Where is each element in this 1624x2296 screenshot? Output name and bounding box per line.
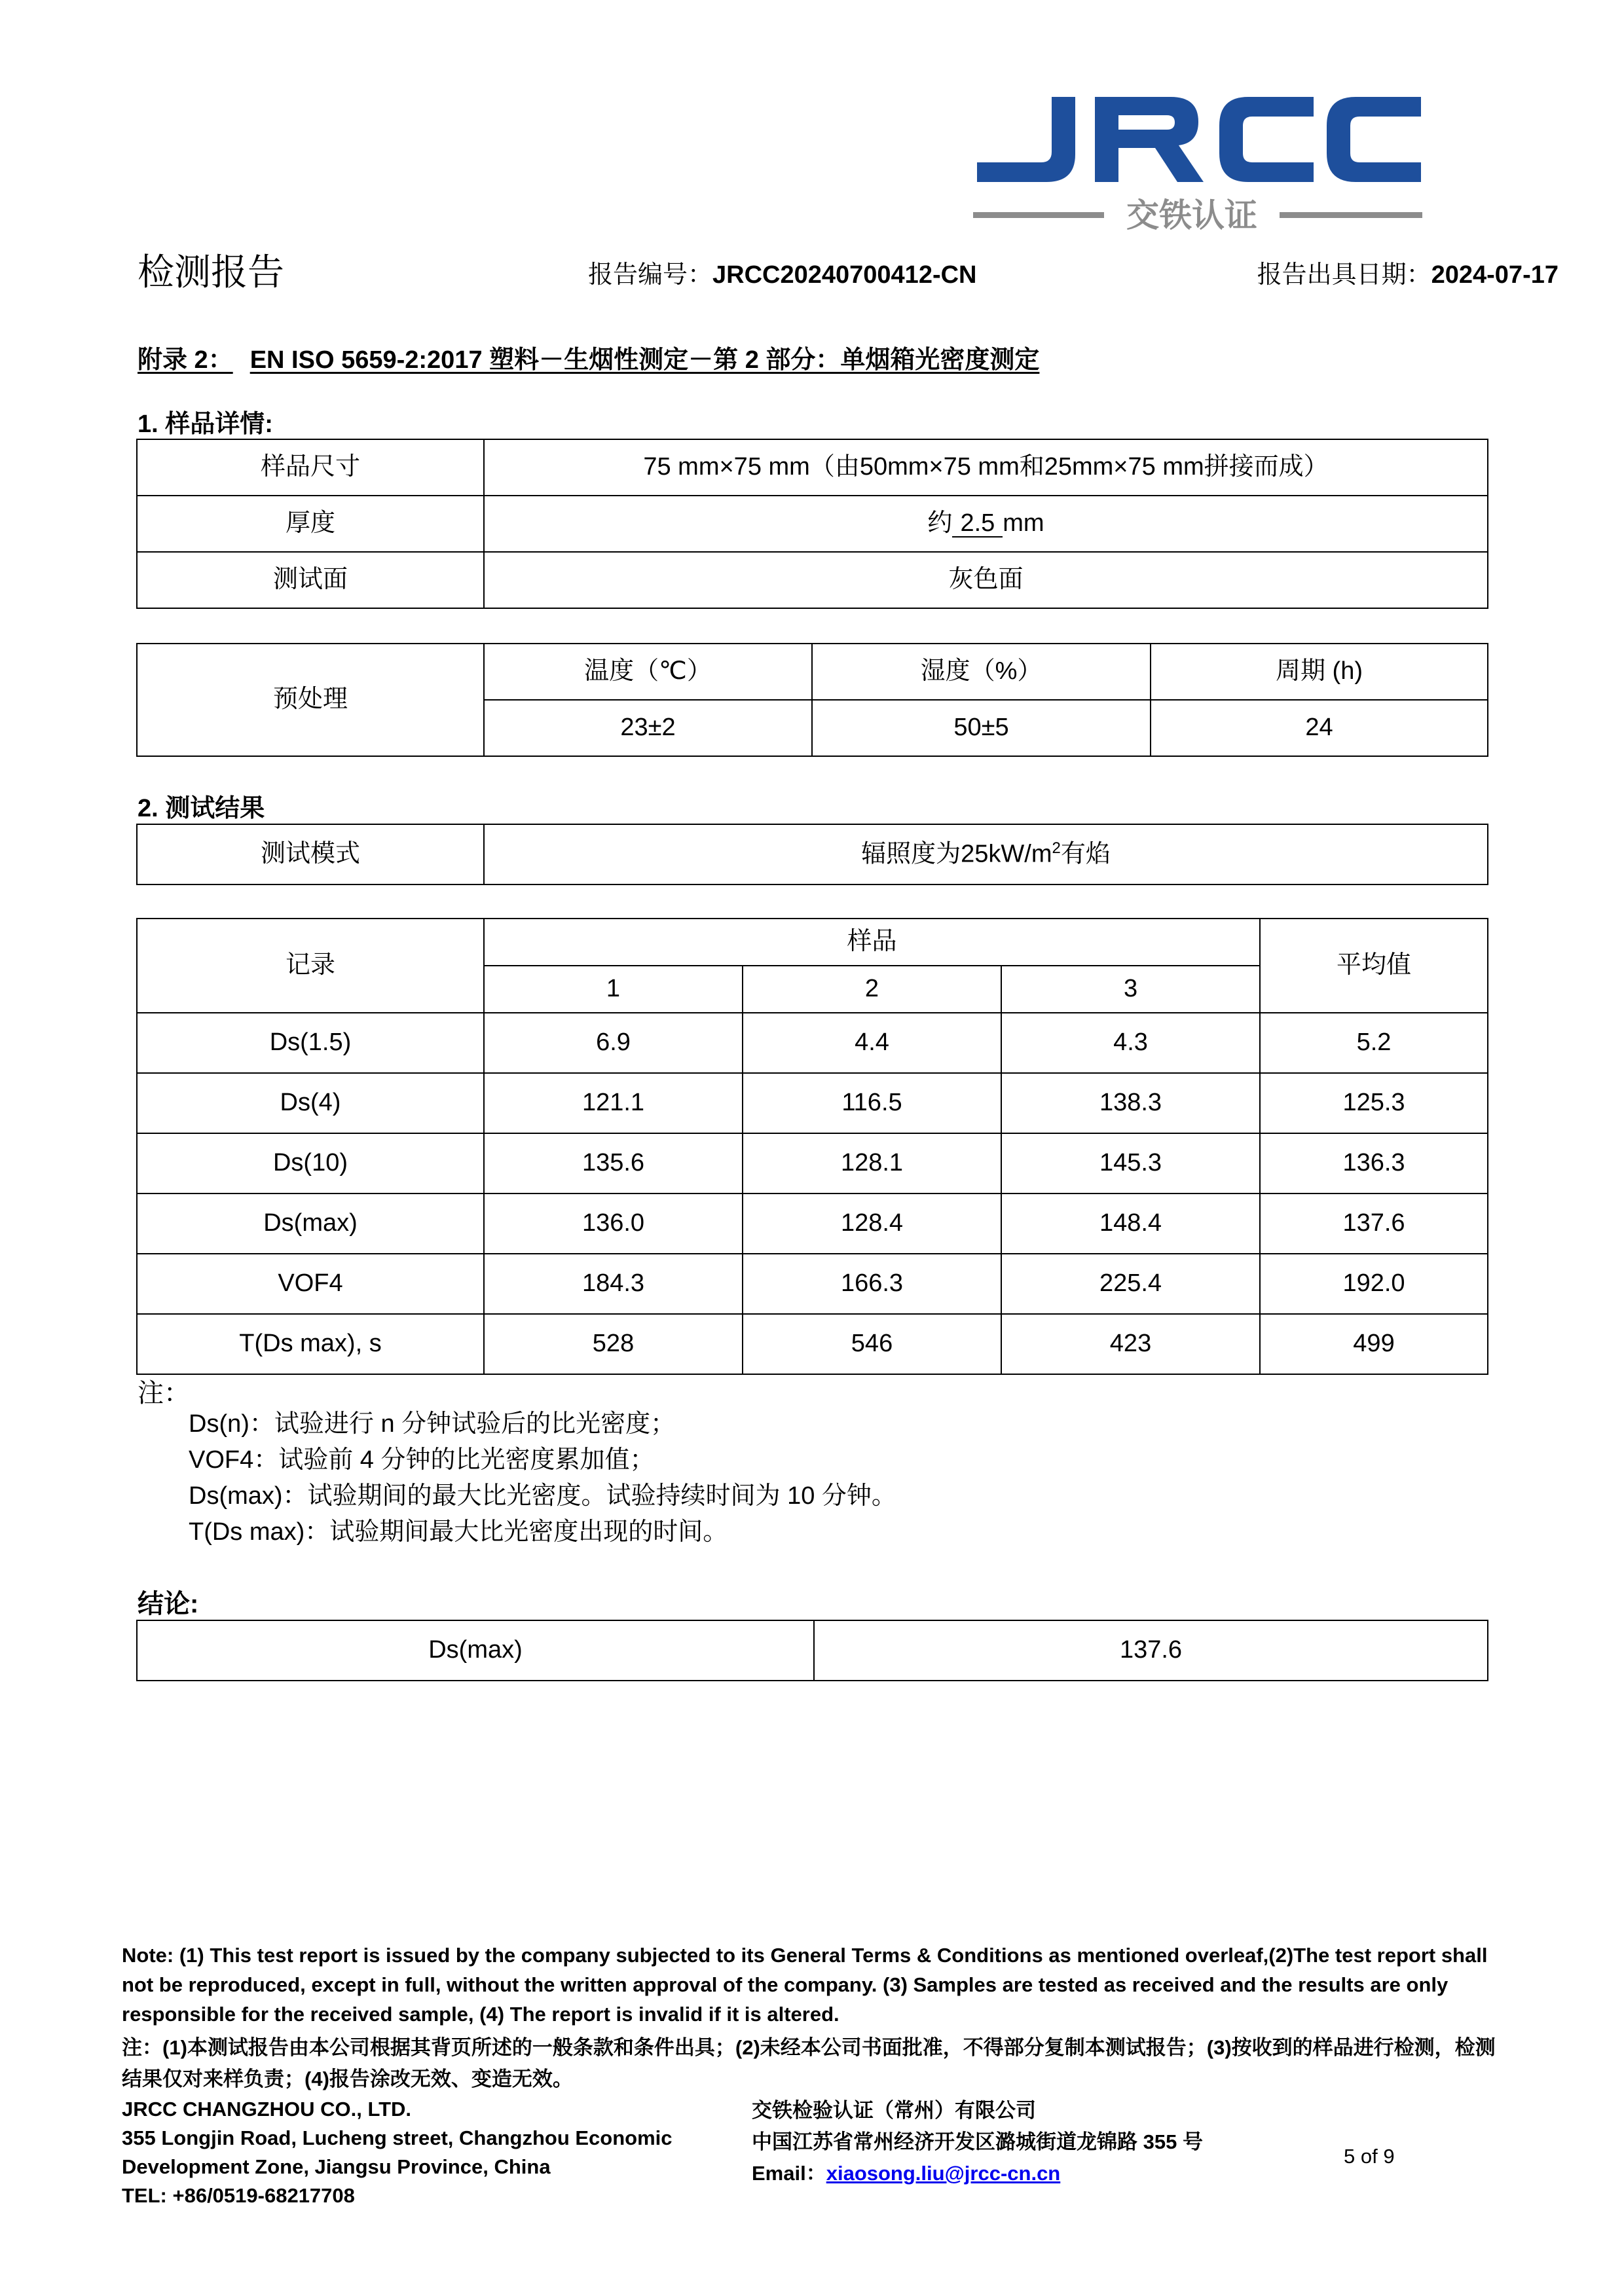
email-link[interactable]: xiaosong.liu@jrcc-cn.cn: [826, 2162, 1061, 2185]
sample-value: 546: [743, 1314, 1001, 1374]
average-value: 192.0: [1260, 1254, 1488, 1314]
results-table: [136, 918, 1488, 1375]
appendix-prefix: 附录 2：: [138, 346, 233, 374]
row-label: T(Ds max), s: [137, 1314, 484, 1374]
period-header: 周期 (h): [1151, 644, 1488, 700]
document-title: 检测报告: [138, 251, 284, 293]
table-row: [137, 1194, 1488, 1254]
conditioning-label: 预处理: [137, 644, 484, 756]
note-line: Ds(n)：试验进行 n 分钟试验后的比光密度；: [189, 1410, 676, 1438]
company-address-cn: [752, 2095, 1354, 2189]
test-mode-text: 辐照度为25kW/m: [861, 840, 1052, 868]
conclusion-value: 137.6: [814, 1620, 1488, 1681]
note-line: T(Ds max)：试验期间最大比光密度出现的时间。: [189, 1518, 728, 1546]
issue-date-value: 2024-07-17: [1431, 261, 1559, 289]
average-value: 125.3: [1260, 1073, 1488, 1133]
thickness-prefix: 约: [927, 509, 953, 537]
sample-value: 4.4: [743, 1013, 1001, 1073]
logo-wordmark: [977, 97, 1421, 182]
sample-value: 528: [484, 1314, 743, 1374]
test-mode-label: 测试模式: [137, 824, 484, 884]
row-label: VOF4: [137, 1254, 484, 1314]
page-number: 5 of 9: [1344, 2145, 1395, 2168]
sample-value: 423: [1001, 1314, 1260, 1374]
sample-3-header: 3: [1001, 966, 1260, 1013]
test-mode-table: [136, 824, 1488, 885]
temperature-header: 温度（℃）: [484, 644, 812, 700]
sample-value: 184.3: [484, 1254, 743, 1314]
thickness-unit: mm: [1003, 509, 1044, 537]
table-row: [137, 439, 1488, 496]
logo-letter-c2: [1327, 97, 1421, 182]
logo-letter-j: [977, 97, 1075, 182]
test-face-label: 测试面: [137, 552, 484, 608]
note-line: VOF4：试验前 4 分钟的比光密度累加值；: [189, 1446, 655, 1474]
issue-date-label: 报告出具日期：: [1257, 261, 1431, 289]
sample-value: 225.4: [1001, 1254, 1260, 1314]
logo-tagline: 交铁认证: [1126, 196, 1257, 234]
average-value: 5.2: [1260, 1013, 1488, 1073]
conclusion-heading: 结论:: [138, 1590, 199, 1618]
sample-value: 166.3: [743, 1254, 1001, 1314]
row-label: Ds(max): [137, 1194, 484, 1254]
average-value: 137.6: [1260, 1194, 1488, 1254]
table-row: [137, 496, 1488, 552]
conclusion-table: [136, 1620, 1488, 1681]
average-header: 平均值: [1260, 919, 1488, 1013]
sample-header: 样品: [484, 919, 1260, 966]
appendix-title: [138, 339, 1039, 375]
period-value: 24: [1151, 700, 1488, 756]
email-label: Email：: [752, 2162, 826, 2185]
report-number-value: JRCC20240700412-CN: [712, 261, 977, 289]
sample-value: 6.9: [484, 1013, 743, 1073]
sample-value: 138.3: [1001, 1073, 1260, 1133]
thickness-value: [484, 496, 1488, 552]
company-name-en: JRCC CHANGZHOU CO., LTD.: [122, 2098, 412, 2121]
sample-1-header: 1: [484, 966, 743, 1013]
telephone: TEL: +86/0519-68217708: [122, 2184, 355, 2207]
sample-value: 128.4: [743, 1194, 1001, 1254]
sample-2-header: 2: [743, 966, 1001, 1013]
thickness-label: 厚度: [137, 496, 484, 552]
table-row: [137, 552, 1488, 608]
humidity-value: 50±5: [812, 700, 1151, 756]
table-row: [137, 919, 1488, 966]
table-row: [137, 1073, 1488, 1133]
logo-bar-left: [973, 212, 1104, 218]
conditioning-table: [136, 643, 1488, 757]
report-number-label: 报告编号：: [588, 261, 713, 289]
note-line: Ds(max)：试验期间的最大比光密度。试验持续时间为 10 分钟。: [189, 1482, 896, 1510]
jrcc-logo: [973, 96, 1422, 237]
sample-value: 121.1: [484, 1073, 743, 1133]
sample-value: 4.3: [1001, 1013, 1260, 1073]
average-value: 499: [1260, 1314, 1488, 1374]
logo-bar-right: [1280, 212, 1422, 218]
humidity-header: 湿度（%）: [812, 644, 1151, 700]
company-name-cn: 交铁检验认证（常州）有限公司: [752, 2099, 1036, 2122]
report-number: [588, 254, 977, 290]
sample-value: 148.4: [1001, 1194, 1260, 1254]
notes-heading: 注：: [138, 1379, 190, 1408]
table-row: [137, 644, 1488, 700]
row-label: Ds(4): [137, 1073, 484, 1133]
sample-size-value: 75 mm×75 mm（由50mm×75 mm和25mm×75 mm拼接而成）: [484, 439, 1488, 496]
email-line: [752, 2158, 1354, 2189]
table-row: [137, 1254, 1488, 1314]
table-row: [137, 824, 1488, 884]
conclusion-label: Ds(max): [137, 1620, 814, 1681]
table-row: [137, 1013, 1488, 1073]
logo-letter-r: [1095, 97, 1204, 182]
sample-value: 136.0: [484, 1194, 743, 1254]
thickness-number: 2.5: [952, 511, 1003, 538]
sample-value: 128.1: [743, 1133, 1001, 1194]
sample-value: 145.3: [1001, 1133, 1260, 1194]
footer-note-en: Note: (1) This test report is issued by the company subjected to its General Terms & Conditions as mentioned overleaf,(2)The test report shall not be reproduced, except in full, without the written approval of the company. (3) Samples are tested as received and the results are only responsible for the received sample, (4) The report is invalid if it is altered.: [122, 1944, 1488, 2026]
test-mode-value: [484, 824, 1488, 884]
section-2-heading: 2. 测试结果: [138, 795, 265, 822]
footer-note-cn: 注：(1)本测试报告由本公司根据其背页所述的一般条款和条件出具；(2)未经本公司书面批准，不得部分复制本测试报告；(3)按收到的样品进行检测，检测结果仅对来样负责；(4)报告涂改无效、变造无效。: [122, 2036, 1496, 2090]
table-row: [137, 1314, 1488, 1374]
test-mode-superscript: 2: [1052, 839, 1061, 858]
test-mode-suffix: 有焰: [1060, 840, 1111, 868]
section-1-heading: 1. 样品详情:: [138, 410, 273, 438]
average-value: 136.3: [1260, 1133, 1488, 1194]
notes-list: [189, 1406, 896, 1550]
test-face-value: 灰色面: [484, 552, 1488, 608]
jrcc-logo-graphic: [973, 96, 1422, 237]
sample-value: 135.6: [484, 1133, 743, 1194]
row-label: Ds(10): [137, 1133, 484, 1194]
table-row: [137, 1620, 1488, 1681]
company-address-en: [122, 2095, 744, 2210]
sample-details-table: [136, 439, 1488, 609]
address-cn: 中国江苏省常州经济开发区潞城街道龙锦路 355 号: [752, 2130, 1203, 2153]
address-en: 355 Longjin Road, Lucheng street, Changzhou Economic Development Zone, Jiangsu Province, China: [122, 2126, 673, 2178]
row-label: Ds(1.5): [137, 1013, 484, 1073]
temperature-value: 23±2: [484, 700, 812, 756]
table-row: [137, 1133, 1488, 1194]
record-header: 记录: [137, 919, 484, 1013]
sample-size-label: 样品尺寸: [137, 439, 484, 496]
sample-value: 116.5: [743, 1073, 1001, 1133]
issue-date: [1257, 254, 1559, 290]
logo-letter-c1: [1219, 97, 1314, 182]
appendix-standard: EN ISO 5659-2:2017 塑料－生烟性测定－第 2 部分：单烟箱光密度测定: [249, 346, 1040, 374]
